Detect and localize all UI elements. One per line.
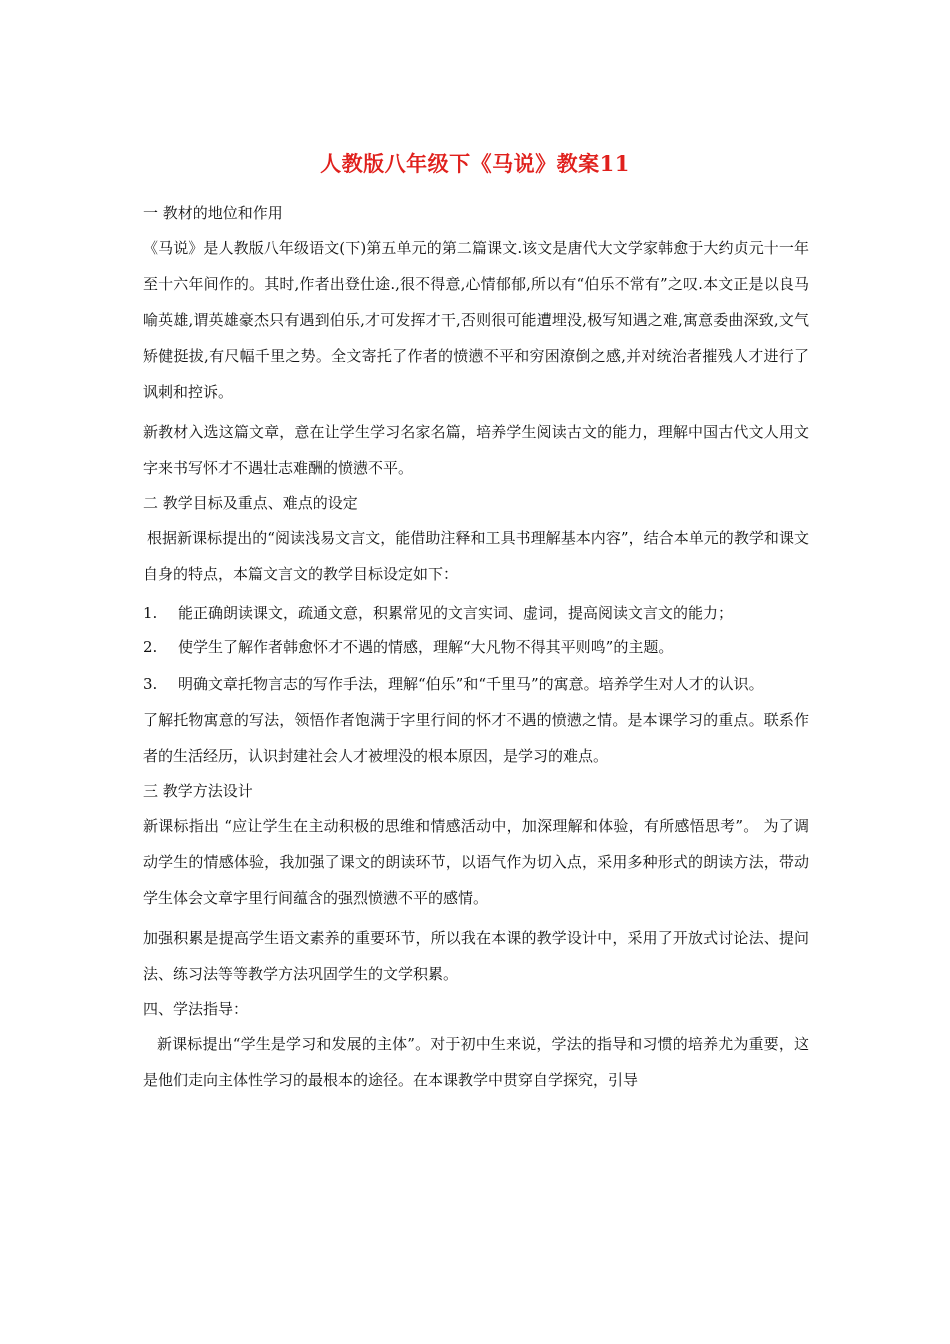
paragraph: 根据新课标提出的“阅读浅易文言文，能借助注释和工具书理解基本内容”，结合本单元的教学和课文自身的特点，本篇文言文的教学目标设定如下： xyxy=(143,529,809,583)
paragraph: 《马说》是人教版八年级语文(下)第五单元的第二篇课文.该文是唐代大文学家韩愈于大约贞元十一年至十六年间作的。其时,作者出登仕途.,很不得意,心情郁郁,所以有“伯乐不常有”之叹.本文正是以良马喻英雄,谓英雄豪杰只有遇到伯乐,才可发挥才干,否则很可能遭埋没,极写知遇之难,寓意委曲深致,文气矫健挺拔,有尺幅千里之势。全文寄托了作者的愤懑不平和穷困潦倒之感,并对统治者摧残人才进行了讽刺和控诉。 xyxy=(143,239,809,401)
paragraph: 新课标提出“学生是学习和发展的主体”。对于初中生来说，学法的指导和习惯的培养尤为重要，这是他们走向主体性学习的最根本的途径。在本课教学中贯穿自学探究，引导 xyxy=(143,1035,809,1089)
list-text: 明确文章托物言志的写作手法，理解“伯乐”和“千里马”的寓意。培养学生对人才的认识。 xyxy=(178,675,764,693)
list-text: 使学生了解作者韩愈怀才不遇的情感，理解“大凡物不得其平则鸣”的主题。 xyxy=(178,638,674,656)
list-item xyxy=(143,596,809,630)
paragraph: 加强积累是提高学生语文素养的重要环节，所以我在本课的教学设计中，采用了开放式讨论法、提问法、练习法等等教学方法巩固学生的文学积累。 xyxy=(143,929,809,983)
list-item xyxy=(143,630,809,664)
section-heading-4: 四、学法指导： xyxy=(143,1000,249,1018)
list-number: 3. xyxy=(143,675,158,693)
section-heading-1: 一 教材的地位和作用 xyxy=(143,204,283,222)
paragraph: 了解托物寓意的写法，领悟作者饱满于字里行间的怀才不遇的愤懑之情。是本课学习的重点。联系作者的生活经历，认识封建社会人才被埋没的根本原因，是学习的难点。 xyxy=(143,711,809,765)
list-number: 2. xyxy=(143,638,158,656)
list-item xyxy=(143,666,809,702)
list-number: 1. xyxy=(143,604,158,622)
paragraph: 新教材入选这篇文章，意在让学生学习名家名篇，培养学生阅读古文的能力，理解中国古代文人用文字来书写怀才不遇壮志难酬的愤懑不平。 xyxy=(143,423,809,477)
document-body xyxy=(143,200,809,1102)
section-heading-2: 二 教学目标及重点、难点的设定 xyxy=(143,494,358,512)
paragraph: 新课标指出 “应让学生在主动积极的思维和情感活动中，加深理解和体验，有所感悟思考”。 为了调动学生的情感体验，我加强了课文的朗读环节，以语气作为切入点，采用多种形式的朗读方法，带动学生体会文章字里行间蕴含的强烈愤懑不平的感情。 xyxy=(143,817,809,907)
list-text: 能正确朗读课文，疏通文意，积累常见的文言实词、虚词，提高阅读文言文的能力； xyxy=(178,604,734,622)
section-heading-3: 三 教学方法设计 xyxy=(143,782,253,800)
document-title: 人教版八年级下《马说》教案11 xyxy=(320,151,630,176)
